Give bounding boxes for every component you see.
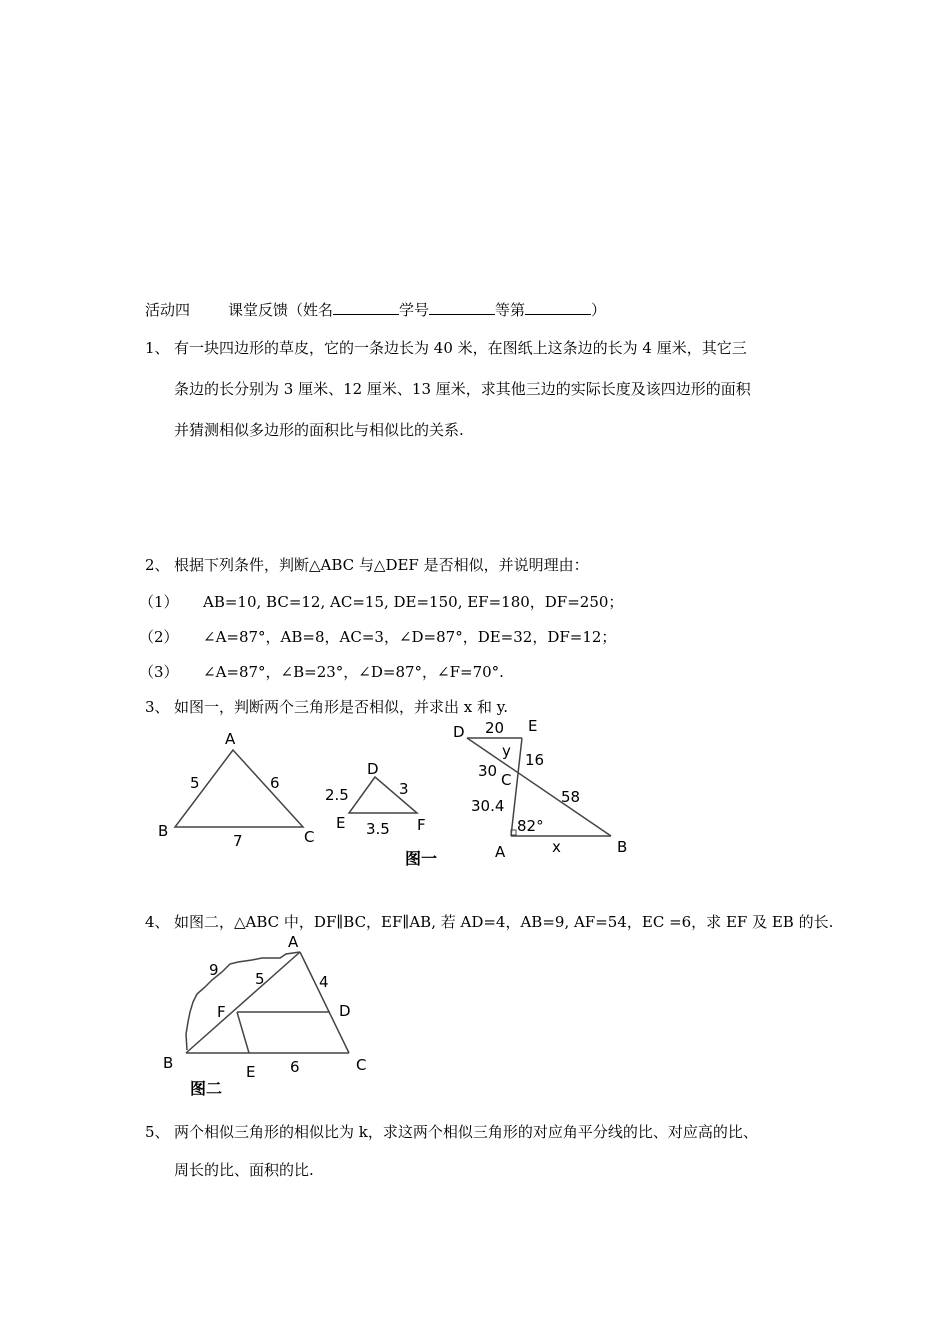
- q1-line1: 有一块四边形的草皮，它的一条边长为 40 米，在图纸上这条边的长为 4 厘米，其它三: [174, 339, 747, 357]
- label-x: x: [552, 838, 561, 856]
- activity-label: 活动四: [145, 301, 191, 319]
- label-de1: 2.5: [325, 786, 349, 804]
- name-field[interactable]: [333, 300, 399, 315]
- label-ab: 5: [190, 774, 200, 792]
- label-b2: B: [617, 838, 628, 856]
- label-four: 4: [319, 973, 329, 991]
- figure-two-caption: 图二: [190, 1079, 223, 1098]
- label-c: C: [304, 828, 315, 846]
- q2-item-2-text: ∠A=87°，AB=8，AC=3，∠D=87°，DE=32，DF=12；: [203, 628, 617, 646]
- q3-number: 3、: [145, 698, 170, 716]
- label-c2: C: [501, 771, 512, 789]
- grade-field[interactable]: [525, 300, 591, 315]
- label-cb: 58: [561, 788, 581, 806]
- label-ca: 30.4: [471, 797, 505, 815]
- label-six: 6: [290, 1058, 300, 1076]
- segment-fe: [237, 1012, 249, 1053]
- label-c: C: [356, 1056, 367, 1074]
- label-d2: D: [453, 723, 465, 741]
- q2-item-3-label: （3）: [139, 663, 179, 681]
- q1-line2: 条边的长分别为 3 厘米、12 厘米、13 厘米，求其他三边的实际长度及该四边形的面积: [174, 380, 751, 398]
- label-d1: D: [367, 760, 379, 778]
- q2-item-2-label: （2）: [139, 628, 179, 646]
- label-de2: 20: [485, 719, 505, 737]
- label-ef1: 3.5: [366, 820, 390, 838]
- label-angle: 82°: [517, 817, 544, 835]
- label-b: B: [163, 1054, 174, 1072]
- q5-line2: 周长的比、面积的比.: [174, 1161, 314, 1179]
- q3-text: 如图一，判断两个三角形是否相似，并求出 x 和 y.: [174, 698, 509, 716]
- label-nine: 9: [209, 961, 219, 979]
- q2-text: 根据下列条件，判断△ABC 与△DEF 是否相似，并说明理由：: [174, 556, 589, 574]
- figure-one: [150, 718, 650, 878]
- label-e1: E: [336, 814, 346, 832]
- q2-item-3-text: ∠A=87°，∠B=23°，∠D=87°，∠F=70°.: [203, 663, 504, 681]
- label-five: 5: [255, 970, 265, 988]
- label-df1: 3: [399, 780, 409, 798]
- label-e: E: [246, 1063, 256, 1081]
- q1-number: 1、: [145, 339, 170, 357]
- label-a: A: [288, 933, 299, 951]
- label-f1: F: [417, 816, 426, 834]
- label-ac: 6: [270, 774, 280, 792]
- label-f: F: [217, 1003, 226, 1021]
- q2-item-1-label: （1）: [139, 593, 179, 611]
- label-dc: 30: [478, 762, 498, 780]
- segment-ab: [186, 952, 300, 1053]
- label-a2: A: [495, 843, 506, 861]
- feedback-header: 课堂反馈（姓名 学号 等第 ）: [228, 301, 607, 319]
- figure-one-caption: 图一: [405, 849, 438, 868]
- q1-line3: 并猜测相似多边形的面积比与相似比的关系.: [174, 421, 464, 439]
- label-a: A: [225, 730, 236, 748]
- q4-text: 如图二，△ABC 中，DF∥BC，EF∥AB, 若 AD=4，AB=9, AF=54，EC =6，求 EF 及 EB 的长.: [174, 913, 834, 931]
- q4-number: 4、: [145, 913, 170, 931]
- q2-item-1-text: AB=10, BC=12, AC=15, DE=150, EF=180，DF=250；: [203, 593, 624, 611]
- label-bc: 7: [233, 832, 243, 850]
- label-y: y: [502, 742, 511, 760]
- label-d: D: [339, 1002, 351, 1020]
- figure-two: [150, 928, 390, 1103]
- q5-line1: 两个相似三角形的相似比为 k，求这两个相似三角形的对应角平分线的比、对应高的比、: [174, 1123, 758, 1141]
- q2-number: 2、: [145, 556, 170, 574]
- q5-number: 5、: [145, 1123, 170, 1141]
- id-field[interactable]: [429, 300, 495, 315]
- label-b: B: [158, 822, 169, 840]
- label-e2: E: [528, 718, 538, 735]
- label-ec: 16: [525, 751, 545, 769]
